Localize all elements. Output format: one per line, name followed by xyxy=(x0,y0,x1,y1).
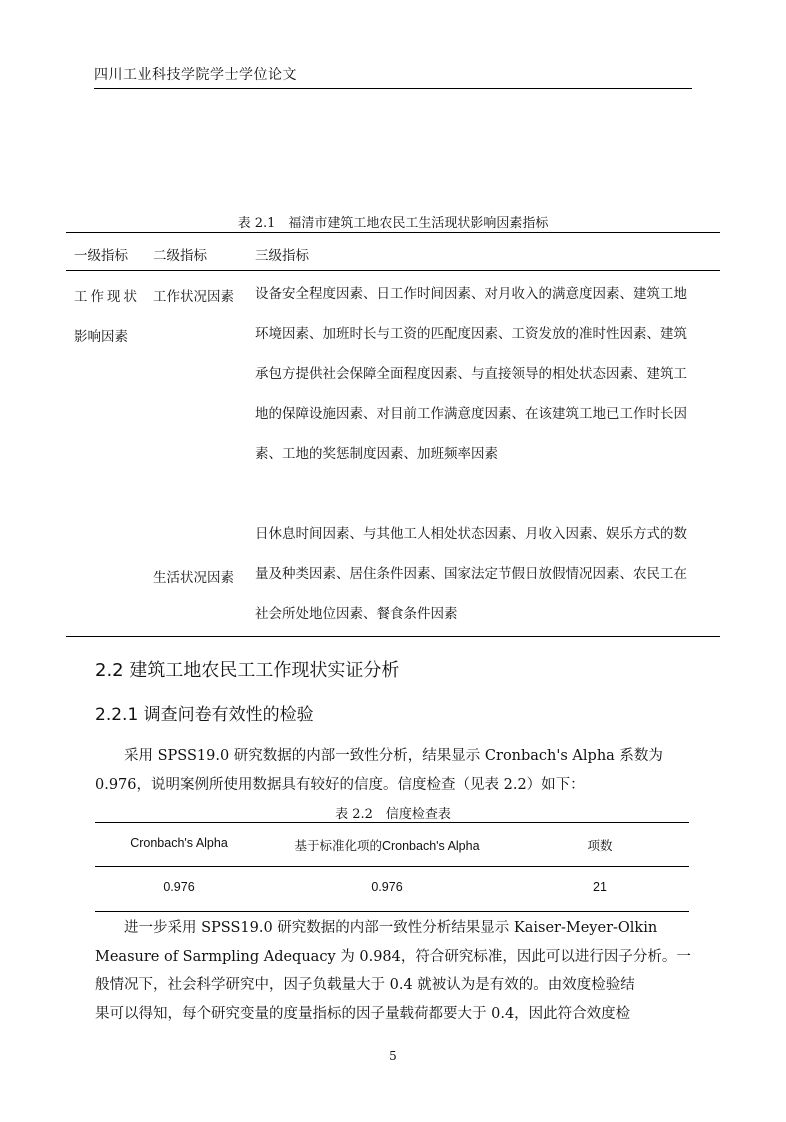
header-rule xyxy=(94,88,692,89)
paragraph-line: 果可以得知，每个研究变量的度量指标的因子量载荷都要大于 0.4，因此符合效度检 xyxy=(95,1005,631,1022)
table-2-1-header-rule xyxy=(66,270,720,271)
level3-work-factors xyxy=(255,274,720,474)
paragraph-line: 0.976，说明案例所使用数据具有较好的信度。信度检查（见表 2.2）如下： xyxy=(95,776,585,793)
table-2-2-header-std-alpha: 基于标准化项的Cronbach's Alpha xyxy=(294,839,480,853)
col-header-level1: 一级指标 xyxy=(74,248,128,264)
paragraph-kmo xyxy=(95,914,691,1028)
level3-life-line: 日休息时间因素、与其他工人相处状态因素、月收入因素、娱乐方式的数 xyxy=(255,526,687,542)
table-2-2-value-std-alpha: 0.976 xyxy=(371,880,403,894)
section-heading-2-2: 2.2 建筑工地农民工工作现状实证分析 xyxy=(95,660,400,681)
level1-label-line1: 工作现状 xyxy=(74,289,140,305)
paragraph-line: 进一步采用 SPSS19.0 研究数据的内部一致性分析结果显示 Kaiser-Meyer-Olkin xyxy=(95,920,658,936)
level3-life-line: 量及种类因素、居住条件因素、国家法定节假日放假情况因素、农民工在 xyxy=(255,566,687,582)
level3-work-line: 素、工地的奖惩制度因素、加班频率因素 xyxy=(255,446,498,462)
table-2-1-top-rule xyxy=(66,232,720,233)
level3-life-factors xyxy=(255,514,720,634)
table-2-2-header-alpha: Cronbach's Alpha xyxy=(130,836,228,850)
running-header: 四川工业科技学院学士学位论文 xyxy=(94,67,297,83)
level3-life-line: 社会所处地位因素、餐食条件因素 xyxy=(255,606,458,622)
table-2-1-bottom-rule xyxy=(66,636,720,637)
level3-work-line: 承包方提供社会保障全面程度因素、与直接领导的相处状态因素、建筑工 xyxy=(255,366,687,382)
table-2-2-header-items: 项数 xyxy=(587,839,613,853)
table-2-2-value-alpha: 0.976 xyxy=(163,880,195,894)
paragraph-line: Measure of Sarmpling Adequacy 为 0.984，符合研究标准，因此可以进行因子分析。一 xyxy=(95,948,691,965)
table-2-2-value-items: 21 xyxy=(593,880,607,894)
level3-work-line: 环境因素、加班时长与工资的匹配度因素、工资发放的准时性因素、建筑 xyxy=(255,326,687,342)
col-header-level3: 三级指标 xyxy=(255,248,309,264)
level3-work-line: 设备安全程度因素、日工作时间因素、对月收入的满意度因素、建筑工地 xyxy=(255,286,687,302)
page-number: 5 xyxy=(389,1049,397,1063)
level2-work-status: 工作状况因素 xyxy=(153,289,234,305)
table-2-2-bottom-rule xyxy=(95,911,689,912)
col-header-level2: 二级指标 xyxy=(153,248,207,264)
table-2-2-top-rule xyxy=(95,822,689,823)
table-2-1-caption: 表 2.1 福清市建筑工地农民工生活现状影响因素指标 xyxy=(237,216,549,231)
paragraph-reliability xyxy=(95,742,691,799)
paragraph-line: 般情况下，社会科学研究中，因子负载量大于 0.4 就被认为是有效的。由效度检验结 xyxy=(95,977,635,993)
level1-label-line2: 影响因素 xyxy=(74,329,128,345)
table-2-2-caption: 表 2.2 信度检查表 xyxy=(335,807,451,822)
section-heading-2-2-1: 2.2.1 调查问卷有效性的检验 xyxy=(95,705,314,725)
level3-work-line: 地的保障设施因素、对目前工作满意度因素、在该建筑工地已工作时长因 xyxy=(255,406,687,422)
paragraph-line: 采用 SPSS19.0 研究数据的内部一致性分析，结果显示 Cronbach's Alpha 系数为 xyxy=(95,748,663,764)
level2-life-status: 生活状况因素 xyxy=(153,570,234,586)
table-2-2-mid-rule xyxy=(95,866,689,867)
